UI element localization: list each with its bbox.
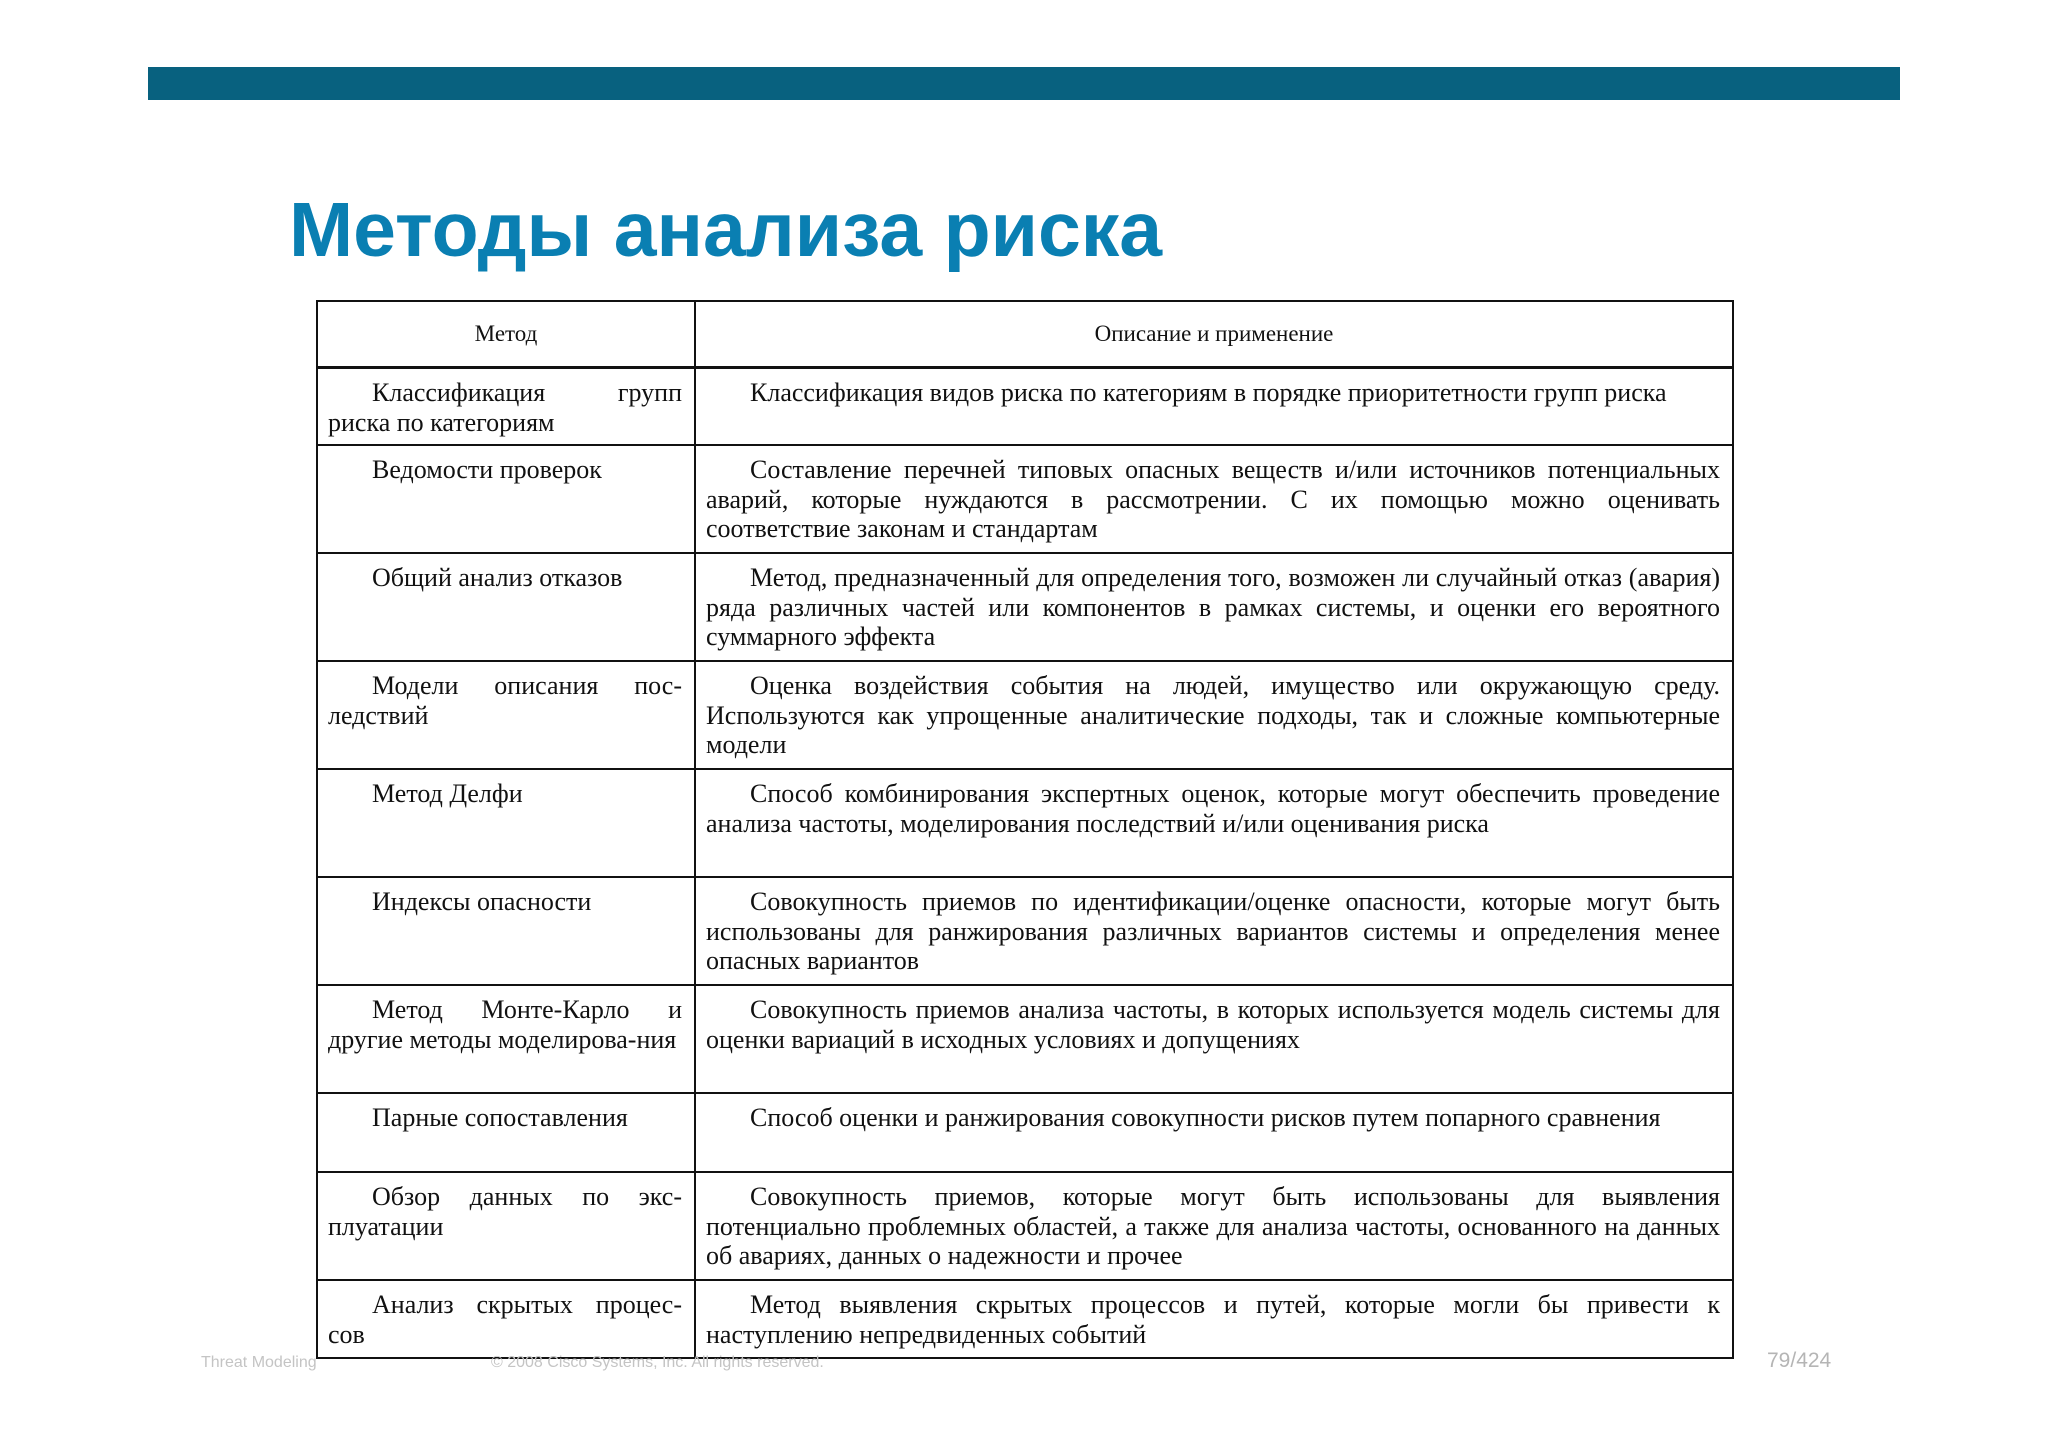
header-accent-bar [148, 67, 1900, 100]
method-cell: Парные сопоставления [317, 1093, 695, 1172]
description-cell: Совокупность приемов анализа частоты, в которых используется модель системы для оценки вариаций в исходных условиях и допущениях [695, 985, 1733, 1093]
table-row [317, 769, 1733, 877]
risk-methods-table [316, 300, 1734, 1359]
table-row [317, 1172, 1733, 1280]
table-row [317, 661, 1733, 769]
method-cell: Классификация групп риска по категориям [317, 368, 695, 446]
page-number: 79/424 [1767, 1349, 1832, 1372]
slide-title: Методы анализа риска [289, 187, 1163, 273]
description-cell: Классификация видов риска по категориям в порядке приоритетности групп риска [695, 368, 1733, 446]
description-cell: Метод, предназначенный для определения того, возможен ли случайный отказ (авария) ряда различных частей или компонентов в рамках системы, и оценки его вероятного суммарного эффекта [695, 553, 1733, 661]
description-cell: Оценка воздействия события на людей, имущество или окружающую среду. Используются как упрощенные аналитические подходы, так и сложные компьютерные модели [695, 661, 1733, 769]
table-row [317, 1280, 1733, 1358]
method-cell: Ведомости проверок [317, 445, 695, 553]
table-row [317, 553, 1733, 661]
footer-copyright: © 2008 Cisco Systems, Inc. All rights reserved. [491, 1354, 824, 1371]
description-cell: Способ комбинирования экспертных оценок, которые могут обеспечить проведение анализа частоты, моделирования последствий и/или оценивания риска [695, 769, 1733, 877]
table-row [317, 877, 1733, 985]
method-cell: Обзор данных по экс-плуатации [317, 1172, 695, 1280]
method-cell: Индексы опасности [317, 877, 695, 985]
column-header-method: Метод [317, 301, 695, 368]
description-cell: Совокупность приемов, которые могут быть использованы для выявления потенциально проблемных областей, а также для анализа частоты, основанного на данных об авариях, данных о надежности и прочее [695, 1172, 1733, 1280]
table-row [317, 368, 1733, 446]
footer-course-name: Threat Modeling [201, 1354, 317, 1371]
description-cell: Совокупность приемов по идентификации/оценке опасности, которые могут быть использованы для ранжирования различных вариантов системы и определения менее опасных вариантов [695, 877, 1733, 985]
table-row [317, 985, 1733, 1093]
table-row [317, 1093, 1733, 1172]
method-cell: Анализ скрытых процес-сов [317, 1280, 695, 1358]
method-cell: Метод Монте-Карло и другие методы моделирова-ния [317, 985, 695, 1093]
table-header-row [317, 301, 1733, 368]
method-cell: Общий анализ отказов [317, 553, 695, 661]
table-row [317, 445, 1733, 553]
column-header-description: Описание и применение [695, 301, 1733, 368]
method-cell: Метод Делфи [317, 769, 695, 877]
description-cell: Метод выявления скрытых процессов и путей, которые могли бы привести к наступлению непредвиденных событий [695, 1280, 1733, 1358]
method-cell: Модели описания пос-ледствий [317, 661, 695, 769]
description-cell: Составление перечней типовых опасных веществ и/или источников потенциальных аварий, которые нуждаются в рассмотрении. С их помощью можно оценивать соответствие законам и стандартам [695, 445, 1733, 553]
description-cell: Способ оценки и ранжирования совокупности рисков путем попарного сравнения [695, 1093, 1733, 1172]
